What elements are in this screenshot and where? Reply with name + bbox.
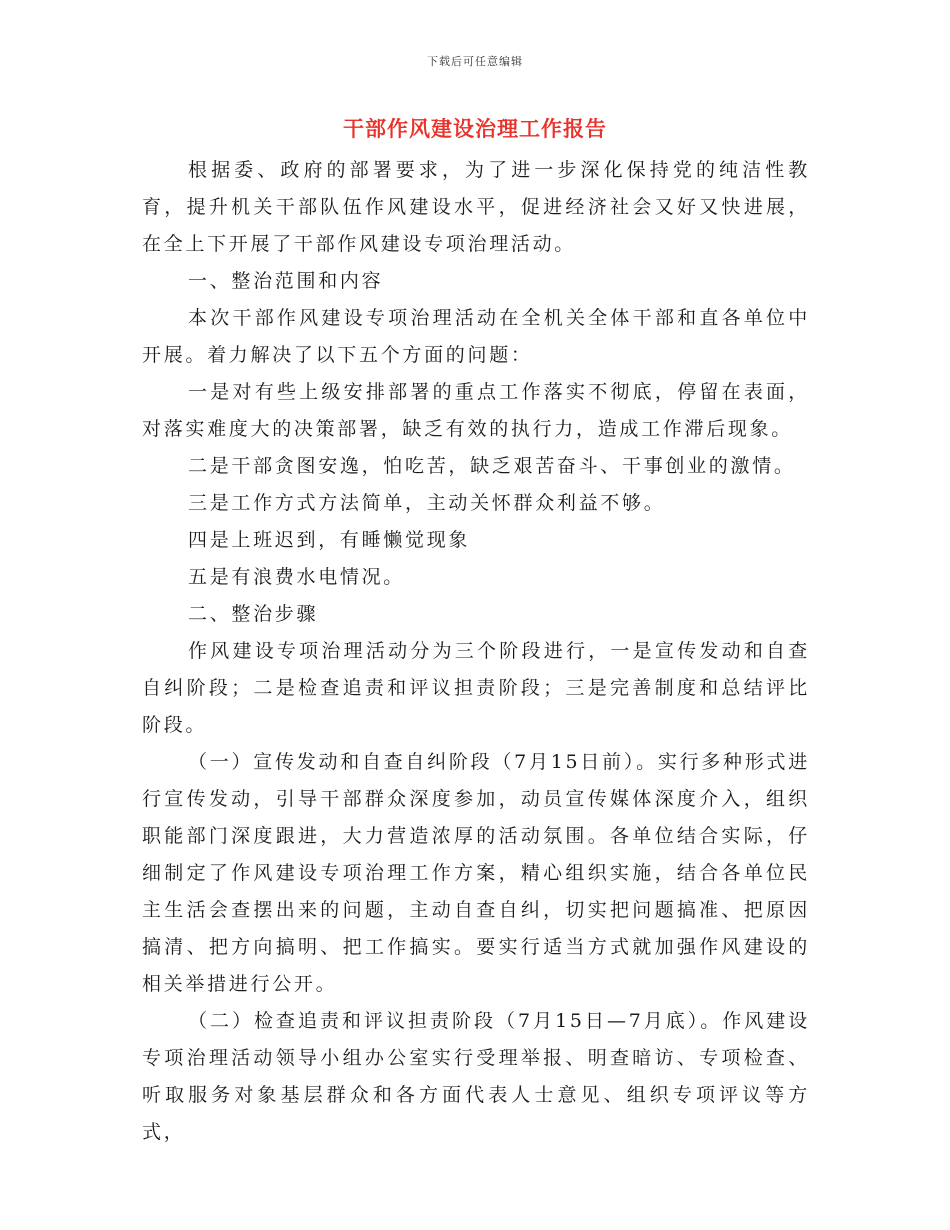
- list-item-problem-1: 一是对有些上级安排部署的重点工作落实不彻底，停留在表面，对落实难度大的决策部署，缺乏有效的执行力，造成工作滞后现象。: [142, 381, 810, 440]
- paragraph-stage-2: （二）检查追责和评议担责阶段（7月15日—7月底）。作风建设专项治理活动领导小组办公室实行受理举报、明查暗访、专项检查、听取服务对象基层群众和各方面代表人士意见、组织专项评议等方式，: [142, 1010, 810, 1143]
- download-note: 下载后可任意编辑: [427, 55, 523, 68]
- paragraph-scope: 本次干部作风建设专项治理活动在全机关全体干部和直各单位中开展。着力解决了以下五个方面的问题：: [142, 307, 810, 366]
- list-item-problem-5: 五是有浪费水电情况。: [188, 566, 406, 588]
- list-item-problem-2: 二是干部贪图安逸，怕吃苦，缺乏艰苦奋斗、干事创业的激情。: [188, 455, 796, 477]
- list-item-problem-3: 三是工作方式方法简单，主动关怀群众利益不够。: [188, 492, 666, 514]
- section-heading-steps: 二、整治步骤: [188, 603, 319, 625]
- document-body: [142, 152, 810, 1151]
- paragraph-stage-1: （一）宣传发动和自查自纠阶段（7月15日前）。实行多种形式进行宣传发动，引导干部群众深度参加，动员宣传媒体深度介入，组织职能部门深度跟进，大力营造浓厚的活动氛围。各单位结合实际，仔细制定了作风建设专项治理工作方案，精心组织实施，结合各单位民主生活会查摆出来的问题，主动自查自纠，切实把问题搞准、把原因搞清、把方向搞明、把工作搞实。要实行适当方式就加强作风建设的相关举措进行公开。: [142, 751, 810, 995]
- list-item-problem-4: 四是上班迟到，有睡懒觉现象: [188, 529, 471, 551]
- paragraph-intro: 根据委、政府的部署要求，为了进一步深化保持党的纯洁性教育，提升机关干部队伍作风建设水平，促进经济社会又好又快进展，在全上下开展了干部作风建设专项治理活动。: [142, 159, 810, 255]
- section-heading-scope: 一、整治范围和内容: [188, 270, 384, 292]
- paragraph-steps-overview: 作风建设专项治理活动分为三个阶段进行，一是宣传发动和自查自纠阶段；二是检查追责和评议担责阶段；三是完善制度和总结评比阶段。: [142, 640, 810, 736]
- document-title: 干部作风建设治理工作报告: [343, 116, 607, 141]
